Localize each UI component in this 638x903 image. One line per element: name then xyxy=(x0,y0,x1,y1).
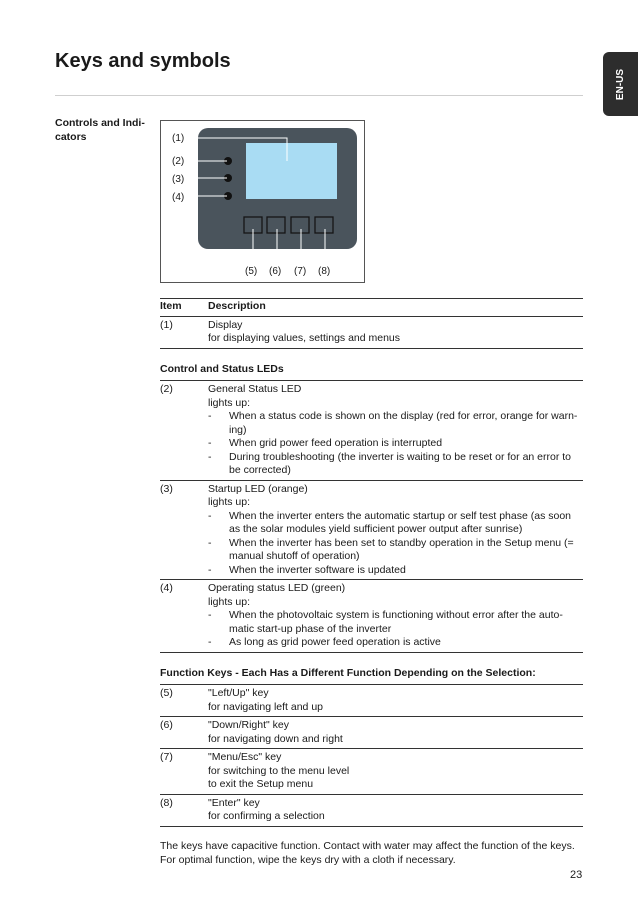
callout-6: (6) xyxy=(269,266,282,277)
col-item-header: Item xyxy=(160,300,182,312)
bullet-item: - During troubleshooting (the inverter is waiting to be reset or for an error to be corrected) xyxy=(208,450,572,476)
item-title: General Status LED xyxy=(208,383,302,395)
bullet-item: - When grid power feed operation is interrupted xyxy=(208,437,443,449)
item-lead: lights up: xyxy=(208,496,251,508)
item-title: "Menu/Esc" key xyxy=(208,751,282,763)
bullet-item: - When the inverter software is updated xyxy=(208,563,406,576)
keys-group-title: Function Keys - Each Has a Different Function Depending on the Selection: xyxy=(160,653,583,686)
item-number: (6) xyxy=(160,719,173,731)
item-text: for displaying values, settings and menus xyxy=(208,332,401,344)
item-title: Display xyxy=(208,318,243,331)
section-label: Controls and Indi- cators xyxy=(55,117,145,143)
title-divider xyxy=(55,95,583,96)
keys-note: The keys have capacitive function. Contact with water may affect the function of the keys. For optimal function, wipe the keys dry with a cloth if necessary. xyxy=(160,839,575,866)
control-panel-diagram xyxy=(161,121,366,284)
item-title: Startup LED (orange) xyxy=(208,482,308,495)
callout-4: (4) xyxy=(172,192,185,203)
page-number: 23 xyxy=(570,869,583,881)
language-tab xyxy=(603,52,638,116)
item-text: to exit the Setup menu xyxy=(208,778,314,790)
table-row xyxy=(160,717,583,749)
callout-3: (3) xyxy=(172,174,185,185)
table-row xyxy=(160,317,583,349)
item-title: "Down/Right" key xyxy=(208,719,289,731)
bullet-item: - As long as grid power feed operation is active xyxy=(208,636,441,648)
callout-8: (8) xyxy=(318,266,331,277)
page-title: Keys and symbols xyxy=(55,50,231,72)
leds-group-title: Control and Status LEDs xyxy=(160,349,583,382)
item-text: for switching to the menu level xyxy=(208,764,350,777)
callout-7: (7) xyxy=(294,266,307,277)
table-row xyxy=(160,685,583,717)
col-desc-header: Description xyxy=(208,300,266,312)
item-number: (8) xyxy=(160,796,173,809)
item-lead: lights up: xyxy=(208,396,251,409)
callout-2: (2) xyxy=(172,156,185,167)
language-tab-label: EN-US xyxy=(615,68,626,100)
display-screen xyxy=(246,143,337,199)
control-panel-figure xyxy=(160,120,365,283)
item-number: (5) xyxy=(160,687,173,699)
item-number: (1) xyxy=(160,318,173,331)
item-lead: lights up: xyxy=(208,595,251,608)
table-row xyxy=(160,381,583,481)
item-number: (7) xyxy=(160,751,173,763)
item-title: "Enter" key xyxy=(208,796,260,809)
table-row xyxy=(160,580,583,653)
callout-5: (5) xyxy=(245,266,258,277)
item-title: "Left/Up" key xyxy=(208,687,269,699)
bullet-item: - When the inverter has been set to standby operation in the Setup menu (= manual shutoff of operation) xyxy=(208,536,574,562)
item-number: (2) xyxy=(160,383,173,395)
table-row xyxy=(160,795,583,827)
item-text: for navigating down and right xyxy=(208,732,343,745)
table-header xyxy=(160,298,583,317)
item-title: Operating status LED (green) xyxy=(208,582,346,594)
table-row xyxy=(160,749,583,795)
description-table xyxy=(160,298,583,868)
item-text: for confirming a selection xyxy=(208,810,325,822)
callout-1: (1) xyxy=(172,133,185,144)
bullet-item: - When the photovoltaic system is functioning without error after the auto-matic start-up phase of the inverter xyxy=(208,609,563,635)
item-number: (4) xyxy=(160,582,173,594)
table-row xyxy=(160,481,583,581)
item-text: for navigating left and up xyxy=(208,700,323,713)
bullet-item: - When a status code is shown on the display (red for error, orange for warn-ing) xyxy=(208,410,578,436)
bullet-item: - When the inverter enters the automatic startup or self test phase (as soon as the solar modules yield sufficient power output after sunrise) xyxy=(208,509,572,535)
item-number: (3) xyxy=(160,482,173,495)
